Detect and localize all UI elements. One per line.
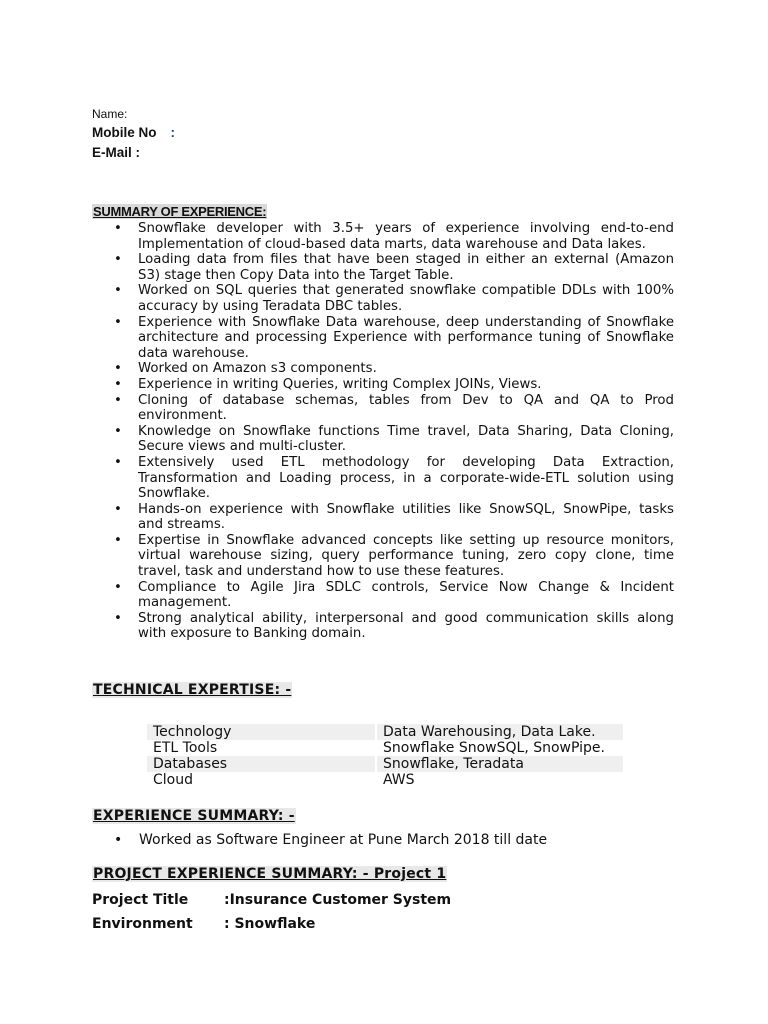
project-title-label: Project Title (92, 892, 189, 908)
environment-label: Environment (92, 916, 193, 932)
table-row (147, 740, 623, 756)
list-item: • Experience in writing Queries, writing Complex JOINs, Views. (114, 377, 674, 393)
list-item: • Cloning of database schemas, tables from Dev to QA and QA to Prod environment. (114, 393, 674, 424)
table-key-cell: ETL Tools (153, 740, 218, 756)
table-key-cell: Cloud (153, 772, 193, 788)
list-item: • Worked on Amazon s3 components. (114, 361, 674, 377)
table-value-cell: Data Warehousing, Data Lake. (376, 724, 623, 740)
project-title-row (92, 892, 451, 908)
name-label: Name: (92, 107, 128, 121)
experience-summary-heading: EXPERIENCE SUMMARY: - (93, 808, 295, 824)
list-item: • Worked on SQL queries that generated snowflake compatible DDLs with 100% accuracy by using Teradata DBC tables. (114, 283, 674, 314)
mobile-colon: : (170, 125, 175, 140)
list-item: • Worked as Software Engineer at Pune March 2018 till date (114, 832, 547, 848)
table-value-cell: Snowflake, Teradata (376, 756, 623, 772)
list-item: • Extensively used ETL methodology for developing Data Extraction, Transformation and Loading process, in a corporate-wide-ETL solution using Snowflake. (114, 455, 674, 502)
email-label: E-Mail : (92, 145, 141, 160)
environment-row (92, 916, 315, 932)
table-row (147, 772, 623, 788)
environment-value: : Snowflake (224, 916, 316, 932)
table-row (147, 724, 623, 740)
list-item: • Hands-on experience with Snowflake utilities like SnowSQL, SnowPipe, tasks and streams. (114, 502, 674, 533)
table-value-cell: AWS (376, 772, 623, 788)
list-item: • Experience with Snowflake Data warehouse, deep understanding of Snowflake architecture and processing Experience with performance tuning of Snowflake data warehouse. (114, 315, 674, 362)
list-item: • Snowflake developer with 3.5+ years of experience involving end-to-end Implementation of cloud-based data marts, data warehouse and Data lakes. (114, 221, 674, 252)
table-key-cell: Databases (147, 756, 376, 772)
mobile-label: Mobile No (92, 125, 157, 140)
list-item: • Expertise in Snowflake advanced concepts like setting up resource monitors, virtual warehouse sizing, query performance tuning, zero copy clone, time travel, task and understand how to use these features. (114, 533, 674, 580)
list-item: • Loading data from files that have been staged in either an external (Amazon S3) stage then Copy Data into the Target Table. (114, 252, 674, 283)
table-key-cell: Technology (147, 724, 376, 740)
list-item: • Strong analytical ability, interpersonal and good communication skills along with exposure to Banking domain. (114, 611, 674, 642)
table-value-cell: Snowflake SnowSQL, SnowPipe. (376, 740, 623, 756)
experience-list (114, 832, 547, 848)
table-row (147, 756, 623, 772)
technical-expertise-heading: TECHNICAL EXPERTISE: - (93, 682, 292, 698)
list-item: • Knowledge on Snowflake functions Time travel, Data Sharing, Data Cloning, Secure views and multi-cluster. (114, 424, 674, 455)
project-experience-heading: PROJECT EXPERIENCE SUMMARY: - Project 1 (93, 866, 447, 882)
mobile-line (92, 125, 175, 140)
summary-heading: SUMMARY OF EXPERIENCE: (93, 204, 267, 219)
summary-list (114, 221, 674, 642)
project-title-value: :Insurance Customer System (224, 892, 452, 908)
list-item: • Compliance to Agile Jira SDLC controls, Service Now Change & Incident management. (114, 580, 674, 611)
technical-expertise-table (147, 724, 623, 788)
